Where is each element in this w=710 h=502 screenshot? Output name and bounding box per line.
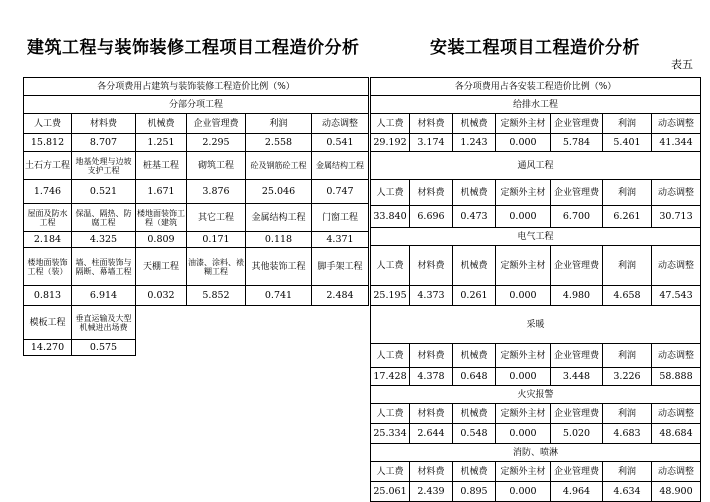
column-header: 动态调整 bbox=[652, 180, 701, 206]
cell-value: 0.000 bbox=[496, 368, 551, 386]
cell-value: 48.684 bbox=[652, 424, 701, 444]
building-cost-table bbox=[23, 77, 369, 356]
cell-value: 1.671 bbox=[136, 180, 187, 204]
cell-value: 0.118 bbox=[246, 232, 312, 248]
column-header: 材料费 bbox=[410, 246, 453, 286]
section-title: 通风工程 bbox=[371, 152, 701, 180]
cell-value: 5.852 bbox=[187, 286, 246, 306]
column-header: 人工费 bbox=[371, 462, 410, 482]
cell-value: 0.541 bbox=[312, 134, 369, 152]
column-header: 定额外主材 bbox=[496, 246, 551, 286]
cell-value: 6.696 bbox=[410, 206, 453, 228]
cell-value: 41.344 bbox=[652, 134, 701, 152]
left-section-title: 分部分项工程 bbox=[24, 96, 369, 114]
cell-value: 2.484 bbox=[312, 286, 369, 306]
cell-label: 模板工程 bbox=[24, 306, 72, 340]
cell-value: 4.634 bbox=[603, 482, 652, 502]
left-page-title: 建筑工程与装饰装修工程项目工程造价分析 bbox=[27, 38, 360, 58]
section-title: 采暖 bbox=[371, 306, 701, 344]
cell-value: 4.658 bbox=[603, 286, 652, 306]
cell-value: 29.192 bbox=[371, 134, 410, 152]
cell-label: 人工费 bbox=[24, 114, 72, 134]
cell-value: 0.895 bbox=[453, 482, 496, 502]
cell-value: 3.174 bbox=[410, 134, 453, 152]
cell-label: 地基处理与边坡支护工程 bbox=[72, 152, 136, 180]
column-header: 机械费 bbox=[453, 114, 496, 134]
column-header: 企业管理费 bbox=[551, 344, 603, 368]
cell-value: 0.548 bbox=[453, 424, 496, 444]
cell-value: 5.784 bbox=[551, 134, 603, 152]
cell-value: 2.644 bbox=[410, 424, 453, 444]
column-header: 企业管理费 bbox=[551, 246, 603, 286]
cell-value: 30.713 bbox=[652, 206, 701, 228]
column-header: 机械费 bbox=[453, 180, 496, 206]
cell-label: 砌筑工程 bbox=[187, 152, 246, 180]
cell-value: 0.473 bbox=[453, 206, 496, 228]
cell-value: 25.334 bbox=[371, 424, 410, 444]
column-header: 定额外主材 bbox=[496, 344, 551, 368]
cell-value: 3.226 bbox=[603, 368, 652, 386]
cell-value: 0.261 bbox=[453, 286, 496, 306]
cell-value: 4.325 bbox=[72, 232, 136, 248]
cell-value: 0.521 bbox=[72, 180, 136, 204]
cell-value: 2.184 bbox=[24, 232, 72, 248]
cell-value: 0.032 bbox=[136, 286, 187, 306]
cell-label: 土石方工程 bbox=[24, 152, 72, 180]
cell-label: 油漆、涂料、裱糊工程 bbox=[187, 248, 246, 286]
cell-value: 58.888 bbox=[652, 368, 701, 386]
cell-label: 垂直运输及大型机械进出场费 bbox=[72, 306, 136, 340]
cell-value: 8.707 bbox=[72, 134, 136, 152]
cell-value: 25.195 bbox=[371, 286, 410, 306]
cell-label: 门窗工程 bbox=[312, 204, 369, 232]
section-title: 电气工程 bbox=[371, 228, 701, 246]
column-header: 利润 bbox=[603, 344, 652, 368]
column-header: 利润 bbox=[603, 246, 652, 286]
cell-value: 4.964 bbox=[551, 482, 603, 502]
cell-value: 2.295 bbox=[187, 134, 246, 152]
cell-value: 0.648 bbox=[453, 368, 496, 386]
cell-label: 企业管理费 bbox=[187, 114, 246, 134]
cell-value: 48.900 bbox=[652, 482, 701, 502]
cell-value: 17.428 bbox=[371, 368, 410, 386]
column-header: 企业管理费 bbox=[551, 404, 603, 424]
cell-label: 砼及钢筋砼工程 bbox=[246, 152, 312, 180]
cell-value: 15.812 bbox=[24, 134, 72, 152]
column-header: 企业管理费 bbox=[551, 462, 603, 482]
cell-value: 0.000 bbox=[496, 424, 551, 444]
cell-value: 4.980 bbox=[551, 286, 603, 306]
blank-area bbox=[136, 340, 369, 356]
column-header: 利润 bbox=[603, 404, 652, 424]
column-header: 人工费 bbox=[371, 246, 410, 286]
cell-value: 4.683 bbox=[603, 424, 652, 444]
cell-value: 3.448 bbox=[551, 368, 603, 386]
cell-label: 桩基工程 bbox=[136, 152, 187, 180]
column-header: 人工费 bbox=[371, 404, 410, 424]
cell-value: 0.575 bbox=[72, 340, 136, 356]
cell-label: 动态调整 bbox=[312, 114, 369, 134]
cell-value: 2.558 bbox=[246, 134, 312, 152]
cell-value: 0.741 bbox=[246, 286, 312, 306]
cell-value: 0.171 bbox=[187, 232, 246, 248]
cell-value: 0.813 bbox=[24, 286, 72, 306]
column-header: 企业管理费 bbox=[551, 180, 603, 206]
cell-value: 5.020 bbox=[551, 424, 603, 444]
column-header: 人工费 bbox=[371, 344, 410, 368]
column-header: 定额外主材 bbox=[496, 114, 551, 134]
cell-value: 1.746 bbox=[24, 180, 72, 204]
section-title: 消防、喷淋 bbox=[371, 444, 701, 462]
cell-value: 1.251 bbox=[136, 134, 187, 152]
column-header: 定额外主材 bbox=[496, 180, 551, 206]
column-header: 定额外主材 bbox=[496, 462, 551, 482]
cell-label: 机械费 bbox=[136, 114, 187, 134]
column-header: 利润 bbox=[603, 462, 652, 482]
column-header: 企业管理费 bbox=[551, 114, 603, 134]
cell-label: 墙、柱面装饰与隔断、幕墙工程 bbox=[72, 248, 136, 286]
cell-label: 利润 bbox=[246, 114, 312, 134]
cell-value: 0.000 bbox=[496, 206, 551, 228]
column-header: 材料费 bbox=[410, 114, 453, 134]
column-header: 机械费 bbox=[453, 462, 496, 482]
column-header: 材料费 bbox=[410, 404, 453, 424]
column-header: 利润 bbox=[603, 114, 652, 134]
column-header: 动态调整 bbox=[652, 462, 701, 482]
column-header: 利润 bbox=[603, 180, 652, 206]
cell-label: 楼地面装饰工程（装） bbox=[24, 248, 72, 286]
column-header: 机械费 bbox=[453, 404, 496, 424]
cell-value: 0.000 bbox=[496, 286, 551, 306]
cell-value: 6.914 bbox=[72, 286, 136, 306]
section-title: 给排水工程 bbox=[371, 96, 701, 114]
cell-value: 4.373 bbox=[410, 286, 453, 306]
column-header: 人工费 bbox=[371, 114, 410, 134]
cell-value: 25.046 bbox=[246, 180, 312, 204]
right-table-caption: 各分项费用占各安装工程造价比例（%） bbox=[371, 78, 701, 96]
cell-value: 6.261 bbox=[603, 206, 652, 228]
table-number: 表五 bbox=[671, 58, 693, 71]
cell-label: 楼地面装饰工程（建筑 bbox=[136, 204, 187, 232]
cell-value: 5.401 bbox=[603, 134, 652, 152]
column-header: 材料费 bbox=[410, 180, 453, 206]
section-title: 火灾报警 bbox=[371, 386, 701, 404]
column-header: 动态调整 bbox=[652, 246, 701, 286]
cell-label: 屋面及防水工程 bbox=[24, 204, 72, 232]
installation-cost-table bbox=[370, 77, 701, 502]
cell-label: 其他装饰工程 bbox=[246, 248, 312, 286]
column-header: 材料费 bbox=[410, 462, 453, 482]
cell-label: 金属结构工程 bbox=[312, 152, 369, 180]
cell-label: 天棚工程 bbox=[136, 248, 187, 286]
cell-value: 0.747 bbox=[312, 180, 369, 204]
cell-label: 脚手架工程 bbox=[312, 248, 369, 286]
column-header: 机械费 bbox=[453, 246, 496, 286]
cell-value: 33.840 bbox=[371, 206, 410, 228]
cell-label: 材料费 bbox=[72, 114, 136, 134]
column-header: 动态调整 bbox=[652, 404, 701, 424]
left-table-caption: 各分项费用占建筑与装饰装修工程造价比例（%） bbox=[24, 78, 369, 96]
column-header: 人工费 bbox=[371, 180, 410, 206]
column-header: 动态调整 bbox=[652, 114, 701, 134]
cell-value: 25.061 bbox=[371, 482, 410, 502]
right-page-title: 安装工程项目工程造价分析 bbox=[430, 38, 640, 58]
cell-value: 2.439 bbox=[410, 482, 453, 502]
cell-value: 0.000 bbox=[496, 482, 551, 502]
cell-value: 6.700 bbox=[551, 206, 603, 228]
cell-label: 其它工程 bbox=[187, 204, 246, 232]
cell-value: 0.809 bbox=[136, 232, 187, 248]
column-header: 动态调整 bbox=[652, 344, 701, 368]
cell-value: 14.270 bbox=[24, 340, 72, 356]
cell-label: 保温、隔热、防腐工程 bbox=[72, 204, 136, 232]
cell-value: 47.543 bbox=[652, 286, 701, 306]
cell-value: 3.876 bbox=[187, 180, 246, 204]
cell-value: 4.378 bbox=[410, 368, 453, 386]
column-header: 材料费 bbox=[410, 344, 453, 368]
cell-value: 0.000 bbox=[496, 134, 551, 152]
column-header: 定额外主材 bbox=[496, 404, 551, 424]
column-header: 机械费 bbox=[453, 344, 496, 368]
cell-label: 金属结构工程 bbox=[246, 204, 312, 232]
blank-area bbox=[136, 306, 369, 340]
cell-value: 1.243 bbox=[453, 134, 496, 152]
cell-value: 4.371 bbox=[312, 232, 369, 248]
